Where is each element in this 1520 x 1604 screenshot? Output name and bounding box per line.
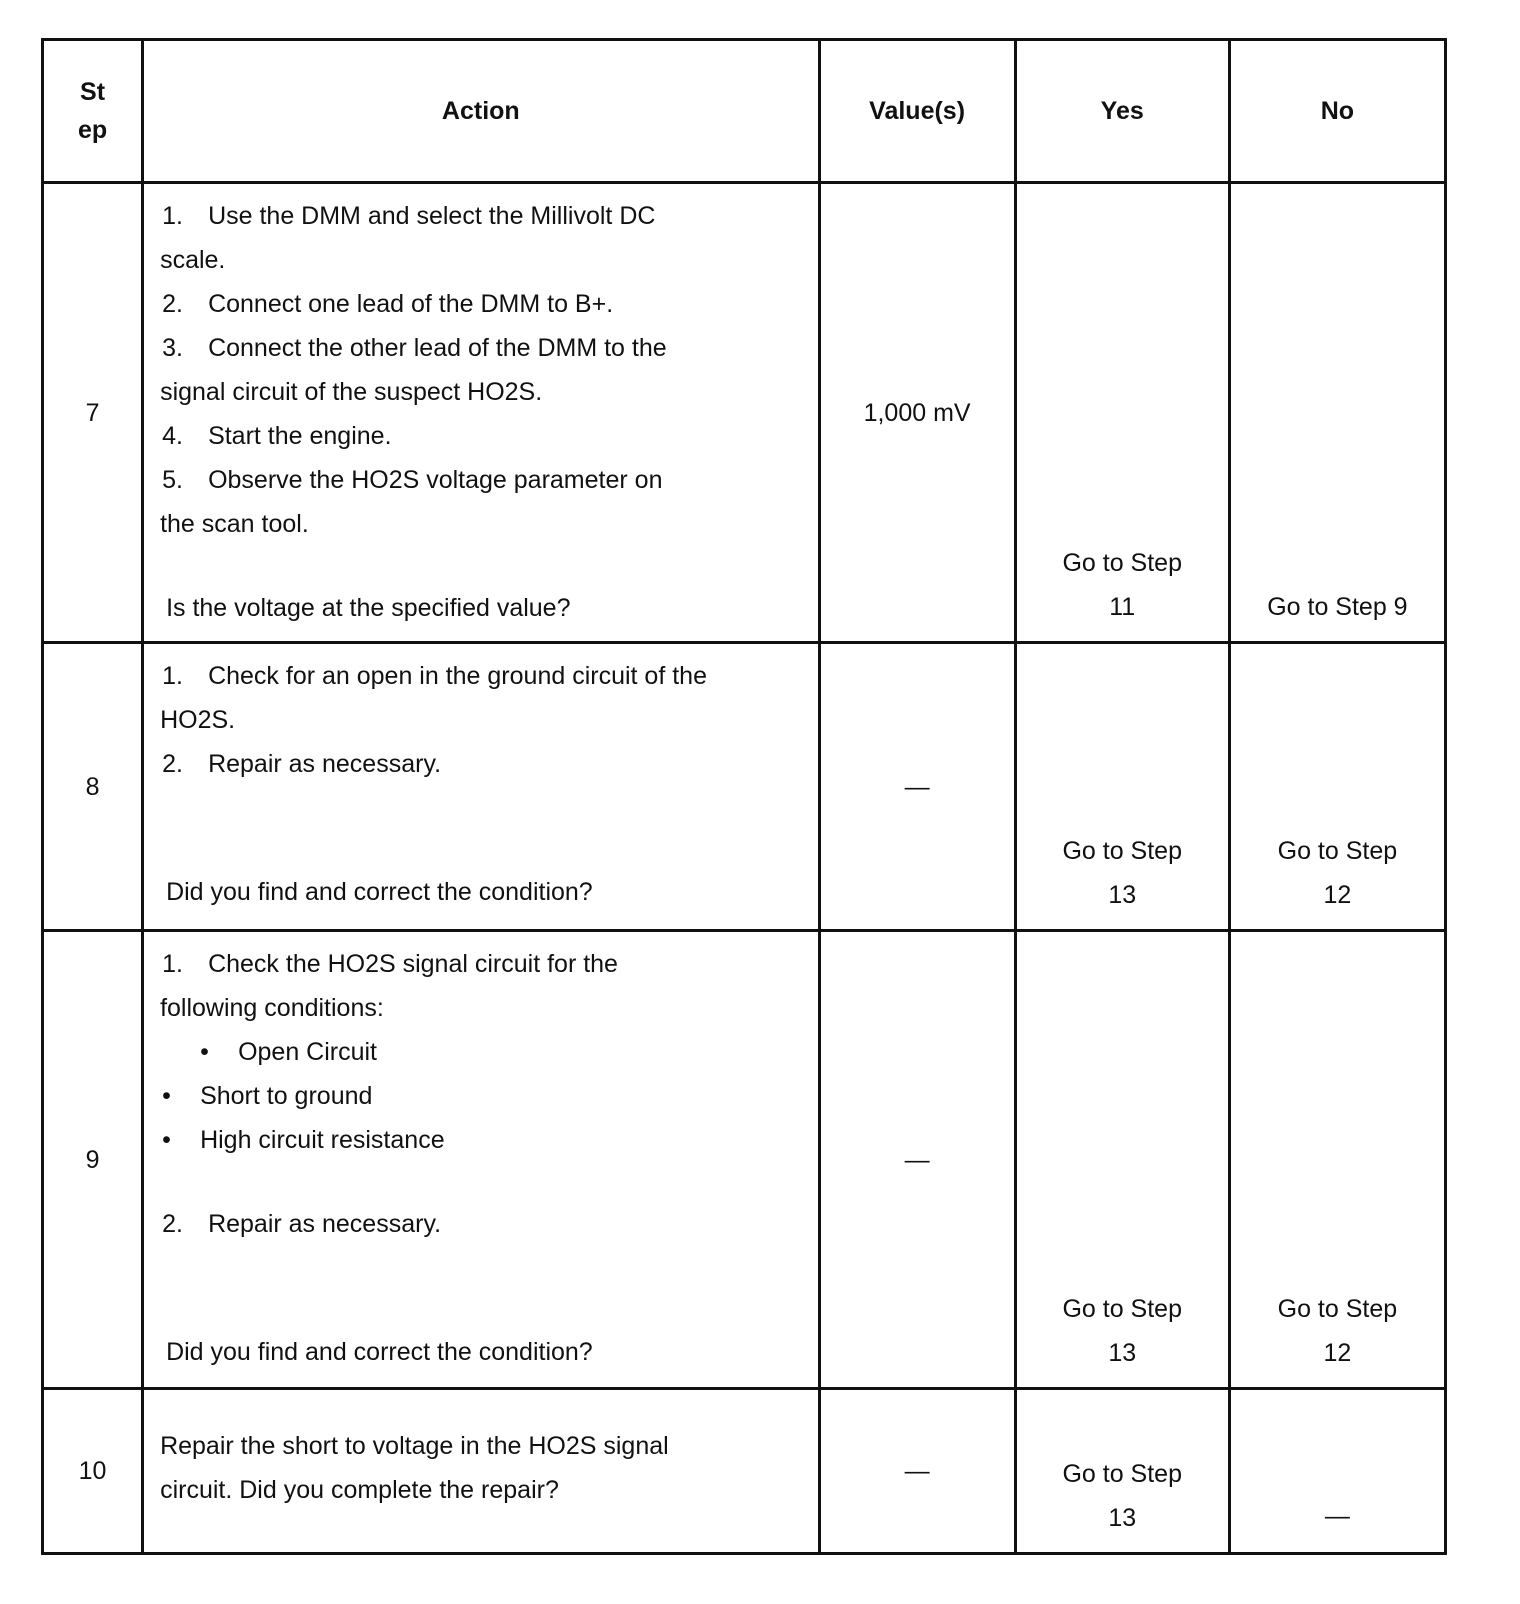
action-cell xyxy=(143,183,819,643)
step-number: 9 xyxy=(43,931,143,1389)
value-cell: — xyxy=(819,1389,1015,1554)
action-cell xyxy=(143,931,819,1389)
value-cell: — xyxy=(819,643,1015,931)
step-number: 10 xyxy=(43,1389,143,1554)
diagnostic-table xyxy=(41,38,1447,1555)
action-cell xyxy=(143,643,819,931)
action-line: 1. Use the DMM and select the Millivolt DC xyxy=(162,202,656,230)
no-cell: — xyxy=(1229,1389,1445,1554)
table-row xyxy=(43,183,1446,643)
no-cell: Go to Step 12 xyxy=(1229,643,1445,931)
action-line: 1. Check the HO2S signal circuit for the xyxy=(162,950,618,978)
header-values: Value(s) xyxy=(819,40,1015,183)
action-question: Did you find and correct the condition? xyxy=(166,1338,593,1366)
yes-cell: Go to Step 11 xyxy=(1015,183,1229,643)
action-line: following conditions: xyxy=(160,994,384,1022)
step-number: 8 xyxy=(43,643,143,931)
action-line: 2. Repair as necessary. xyxy=(162,1210,442,1238)
action-line: 2. Connect one lead of the DMM to B+. xyxy=(162,290,614,318)
action-question: Did you find and correct the condition? xyxy=(166,878,593,906)
action-line: 2. Repair as necessary. xyxy=(162,750,442,778)
table-row xyxy=(43,1389,1446,1554)
action-line: signal circuit of the suspect HO2S. xyxy=(160,378,543,406)
value-cell: — xyxy=(819,931,1015,1389)
header-yes: Yes xyxy=(1015,40,1229,183)
action-line: Repair the short to voltage in the HO2S signal xyxy=(160,1432,669,1460)
bullet-item: • Open Circuit xyxy=(200,1038,378,1066)
action-line: 1. Check for an open in the ground circuit of the xyxy=(162,662,707,690)
header-step: St ep xyxy=(43,40,143,183)
header-row xyxy=(43,40,1446,183)
no-cell: Go to Step 9 xyxy=(1229,183,1445,643)
action-line: the scan tool. xyxy=(160,510,309,538)
value-cell: 1,000 mV xyxy=(819,183,1015,643)
action-line: circuit. Did you complete the repair? xyxy=(160,1476,559,1504)
header-no: No xyxy=(1229,40,1445,183)
table-row xyxy=(43,643,1446,931)
bullet-item: • High circuit resistance xyxy=(162,1126,445,1154)
action-line: HO2S. xyxy=(160,706,236,734)
yes-cell: Go to Step 13 xyxy=(1015,643,1229,931)
action-question: Is the voltage at the specified value? xyxy=(166,594,571,622)
action-line: scale. xyxy=(160,246,226,274)
bullet-item: • Short to ground xyxy=(162,1082,373,1110)
yes-cell: Go to Step 13 xyxy=(1015,931,1229,1389)
step-number: 7 xyxy=(43,183,143,643)
no-cell: Go to Step 12 xyxy=(1229,931,1445,1389)
action-line: 4. Start the engine. xyxy=(162,422,392,450)
action-line: 5. Observe the HO2S voltage parameter on xyxy=(162,466,663,494)
table-row xyxy=(43,931,1446,1389)
yes-cell: Go to Step 13 xyxy=(1015,1389,1229,1554)
header-action: Action xyxy=(143,40,819,183)
action-cell xyxy=(143,1389,819,1554)
action-line: 3. Connect the other lead of the DMM to the xyxy=(162,334,667,362)
